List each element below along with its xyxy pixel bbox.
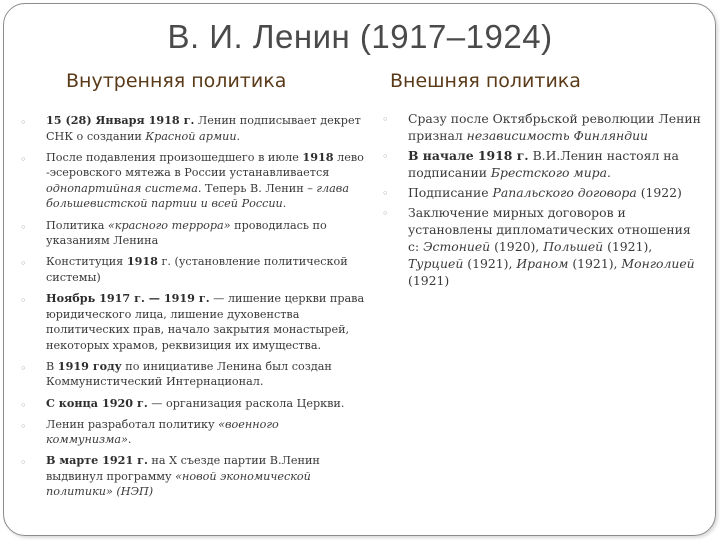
text: Конституция (46, 255, 127, 269)
list-item (20, 359, 365, 390)
italic-text: «военного коммунизма». (46, 417, 279, 447)
text: Заключение мирных договоров и установлены дипломатических отношения с: (408, 205, 691, 254)
bold-text: В марте 1921 г. (46, 453, 148, 468)
text: — лишение церкви права юридического лица, лишение духовенства политических прав, начало закрытия монастырей, некоторых храмов, реквизиция их имущества. (46, 291, 365, 352)
bold-text: 1918 (302, 149, 334, 164)
bullet-icon: ◦ (20, 456, 27, 470)
list-item (382, 110, 702, 144)
foreign-policy-heading: Внешняя политика (390, 70, 581, 92)
bold-text: В начале 1918 г. (408, 148, 529, 163)
italic-text: «новой экономической политики» (НЭП) (46, 469, 311, 499)
bold-text: С конца 1920 г. (46, 395, 148, 410)
text: (1921), (568, 256, 622, 271)
list-item (20, 150, 365, 212)
bold-text: 15 (28) Января 1918 г. (46, 113, 195, 127)
italic-text: однопартийная система (46, 181, 198, 195)
bullet-icon: ◦ (382, 150, 389, 163)
bullet-icon: ◦ (20, 398, 27, 412)
list-item (20, 254, 365, 285)
text: В (46, 359, 58, 373)
bullet-icon: ◦ (382, 207, 389, 220)
list-item (20, 453, 365, 500)
text: по инициативе Ленина был создан Коммунистический Интернационал. (46, 359, 332, 389)
list-item (20, 291, 365, 353)
italic-text: «красного террора» (107, 218, 231, 232)
italic-text: Ираном (516, 256, 569, 271)
text: В.И.Ленин настоял на подписании (408, 148, 679, 180)
text: Ленин разработал политику (46, 417, 219, 431)
italic-text: Красной армии. (145, 129, 241, 143)
text: (1920), (490, 239, 544, 254)
bold-text: Ноябрь 1917 г. — 1919 г. (46, 290, 210, 305)
text: Ленин подписывает декрет СНК о создании (46, 114, 361, 143)
bullet-icon: ◦ (382, 113, 389, 126)
italic-text: независимость Финляндии (466, 128, 649, 143)
list-item (382, 204, 702, 289)
domestic-policy-list (20, 113, 365, 506)
text: проводилась по указаниям Ленина (46, 218, 327, 248)
text: (1921) (408, 273, 450, 288)
text: (1921), (603, 239, 653, 254)
list-item (20, 417, 365, 448)
list-item (382, 184, 702, 201)
text: Политика (46, 218, 108, 232)
bullet-icon: ◦ (382, 187, 389, 200)
bullet-icon: ◦ (20, 220, 27, 234)
text: (1922) (636, 185, 682, 200)
bullet-icon: ◦ (20, 419, 27, 433)
text: — организация раскола Церкви. (147, 396, 345, 410)
italic-text: Монголией (621, 256, 695, 271)
domestic-policy-heading: Внутренняя политика (66, 70, 287, 92)
italic-text: Рапальского договора (492, 185, 637, 200)
bullet-icon: ◦ (20, 116, 27, 129)
text: г. (установление политической системы) (46, 255, 348, 284)
bold-text: 1919 году (57, 358, 122, 373)
text: (1921), (463, 256, 517, 271)
text: . Теперь В. Ленин – (197, 181, 317, 195)
bullet-icon: ◦ (20, 257, 27, 271)
bullet-icon: ◦ (20, 152, 27, 166)
text: Сразу после Октябрьской революции Ленин признал (408, 111, 701, 143)
foreign-policy-list (382, 110, 702, 292)
bold-text: 1918 (126, 254, 158, 269)
list-item (20, 113, 365, 144)
italic-text: глава большевистской партии и всей России. (46, 181, 349, 211)
text: Подписание (408, 185, 493, 200)
bullet-icon: ◦ (20, 361, 27, 375)
bullet-icon: ◦ (20, 293, 27, 307)
text: на X съезде партии В.Ленин выдвинул программу (46, 454, 320, 483)
slide-title: В. И. Ленин (1917–1924) (167, 18, 553, 55)
list-item (20, 396, 365, 412)
italic-text: Брестского мира. (490, 165, 611, 180)
list-item (382, 147, 702, 181)
italic-text: Польшей (543, 239, 604, 254)
text: После подавления произошедшего в июле (46, 150, 303, 164)
italic-text: Турцией (408, 256, 464, 271)
list-item (20, 218, 365, 249)
text: лево -эсеровского мятежа в России устанавливается (46, 150, 364, 180)
italic-text: Эстонией (423, 239, 491, 254)
